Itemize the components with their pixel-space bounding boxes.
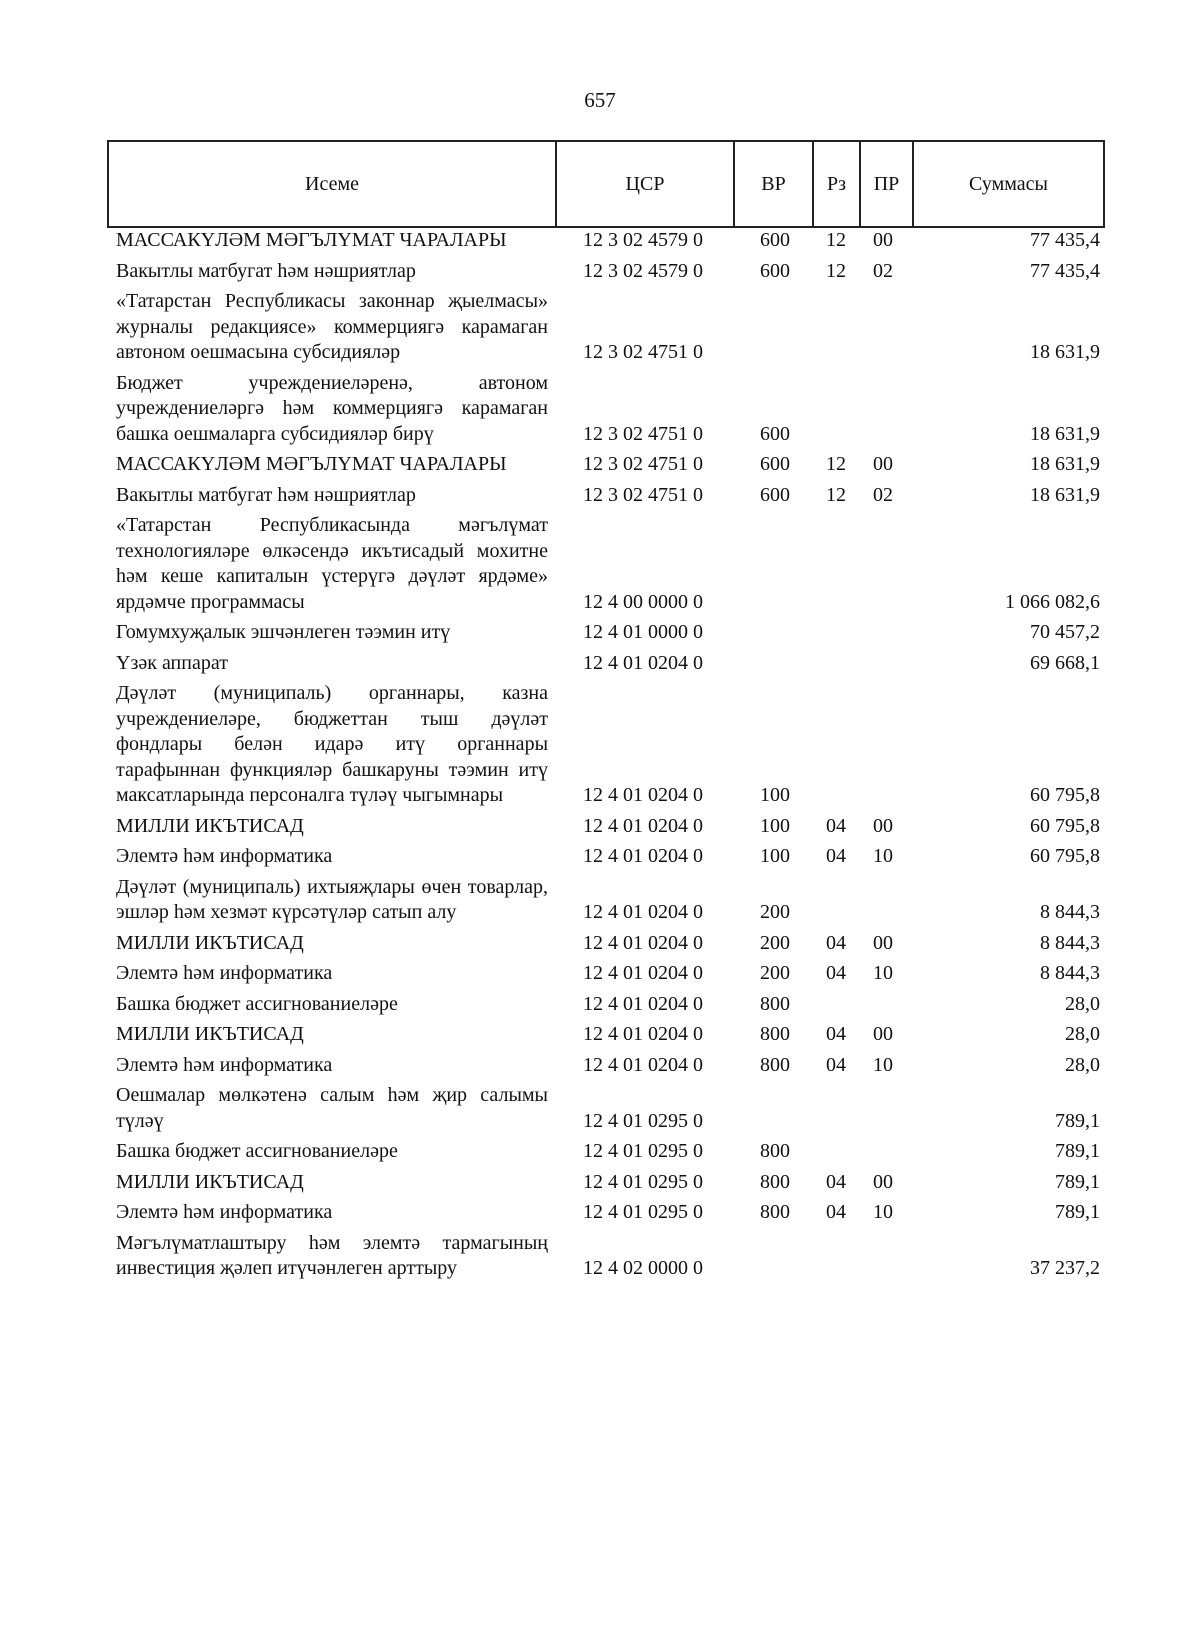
cell-csr: 12 3 02 4751 0 xyxy=(583,341,703,363)
table-row xyxy=(108,681,1104,814)
cell-pr: 00 xyxy=(873,1170,893,1193)
table-row xyxy=(108,1200,1104,1231)
table-body xyxy=(108,227,1104,1287)
cell-pr xyxy=(860,651,913,682)
cell-vr: 800 xyxy=(760,992,790,1015)
cell-name: Башка бюджет ассигнованиеләре xyxy=(116,992,398,1015)
table-row xyxy=(108,814,1104,845)
cell-pr: 00 xyxy=(873,931,893,954)
cell-sum: 77 435,4 xyxy=(1030,229,1100,251)
cell-csr: 12 4 01 0204 0 xyxy=(583,992,703,1015)
cell-name: «Татарстан Республикасы законнар җыелмасы» журналы редакциясе» коммерциягә карамаган автоном оешмасына субсидияләр xyxy=(116,290,548,363)
cell-vr: 200 xyxy=(760,901,790,923)
cell-csr: 12 4 01 0204 0 xyxy=(583,901,703,923)
cell-pr: 10 xyxy=(873,1053,893,1076)
cell-vr: 800 xyxy=(760,1053,790,1076)
table-row xyxy=(108,875,1104,931)
cell-csr: 12 3 02 4579 0 xyxy=(583,259,703,282)
table-row xyxy=(108,1083,1104,1139)
cell-name: «Татарстан Республикасында мәгълүмат технологияләре өлкәсендә икътисадый мохитне һәм кеше капиталын үстерүгә дәүләт ярдәме» ярдәмче программасы xyxy=(116,514,548,613)
cell-pr: 00 xyxy=(873,229,893,251)
cell-rz: 04 xyxy=(826,845,846,867)
cell-vr xyxy=(734,620,813,651)
cell-csr: 12 4 01 0204 0 xyxy=(583,931,703,954)
cell-vr: 600 xyxy=(760,483,790,506)
cell-name: Элемтә һәм информатика xyxy=(116,962,333,984)
cell-pr xyxy=(860,1083,913,1139)
cell-name: Башка бюджет ассигнованиеләре xyxy=(116,1140,398,1162)
table-row xyxy=(108,371,1104,453)
cell-vr: 200 xyxy=(760,931,790,954)
table-row xyxy=(108,483,1104,514)
table-row xyxy=(108,452,1104,483)
cell-pr xyxy=(860,875,913,931)
table-row xyxy=(108,651,1104,682)
cell-rz: 12 xyxy=(826,453,846,475)
cell-name: Элемтә һәм информатика xyxy=(116,1201,333,1223)
cell-name: Гомумхуҗалык эшчәнлеген тәэмин итү xyxy=(116,621,451,643)
cell-sum: 18 631,9 xyxy=(1030,483,1100,506)
cell-rz xyxy=(813,875,860,931)
cell-vr: 600 xyxy=(760,422,790,445)
table-row xyxy=(108,1139,1104,1170)
cell-vr: 100 xyxy=(760,845,790,867)
cell-pr xyxy=(860,1139,913,1170)
cell-csr: 12 3 02 4579 0 xyxy=(583,229,703,251)
cell-csr: 12 4 01 0295 0 xyxy=(583,1170,703,1193)
cell-pr xyxy=(860,371,913,453)
column-header-sum: Суммасы xyxy=(913,141,1104,227)
cell-csr: 12 4 01 0204 0 xyxy=(583,962,703,984)
cell-rz xyxy=(813,289,860,371)
cell-rz xyxy=(813,1139,860,1170)
cell-name: Элемтә һәм информатика xyxy=(116,845,333,867)
cell-rz: 04 xyxy=(826,1201,846,1223)
cell-vr: 100 xyxy=(760,814,790,837)
table-row xyxy=(108,227,1104,259)
cell-pr xyxy=(860,992,913,1023)
cell-name: МАССАКҮЛӘМ МӘГЪЛҮМАТ ЧАРАЛАРЫ xyxy=(116,229,507,251)
cell-vr xyxy=(734,289,813,371)
cell-pr: 00 xyxy=(873,814,893,837)
cell-rz xyxy=(813,513,860,620)
cell-name: Дәүләт (муниципаль) органнары, казна учреждениеләре, бюджеттан тыш дәүләт фондлары белән идарә итү органнары тарафыннан функцияләр башкаруны тәэмин итү максатларында персоналга түләү чыгымнары xyxy=(116,682,548,806)
cell-sum: 1 066 082,6 xyxy=(1005,590,1100,613)
cell-rz: 04 xyxy=(826,1023,846,1045)
cell-pr xyxy=(860,620,913,651)
cell-vr xyxy=(734,651,813,682)
cell-sum: 70 457,2 xyxy=(1030,621,1100,643)
cell-vr: 600 xyxy=(760,453,790,475)
table-row xyxy=(108,961,1104,992)
cell-name: Вакытлы матбугат һәм нәшриятлар xyxy=(116,259,416,282)
page-number: 657 xyxy=(584,88,616,112)
cell-sum: 60 795,8 xyxy=(1030,814,1100,837)
cell-rz xyxy=(813,681,860,814)
cell-name: Мәгълүматлаштыру һәм элемтә тармагының инвестиция җәлеп итүчәнлеген арттыру xyxy=(116,1231,548,1279)
cell-csr: 12 4 01 0204 0 xyxy=(583,845,703,867)
table-header-row xyxy=(108,141,1104,227)
cell-name: Элемтә һәм информатика xyxy=(116,1053,333,1076)
cell-sum: 28,0 xyxy=(1065,1053,1100,1076)
cell-sum: 77 435,4 xyxy=(1030,259,1100,282)
cell-csr: 12 4 01 0295 0 xyxy=(583,1140,703,1162)
cell-name: Бюджет учреждениеләренә, автоном учреждениеләргә һәм коммерциягә карамаган башка оешмаларга субсидияләр бирү xyxy=(116,371,548,445)
cell-rz xyxy=(813,1083,860,1139)
cell-rz: 12 xyxy=(826,483,846,506)
cell-csr: 12 3 02 4751 0 xyxy=(583,422,703,445)
cell-vr: 100 xyxy=(760,784,790,806)
cell-name: Үзәк аппарат xyxy=(116,651,228,674)
column-header-rz: Рз xyxy=(813,141,860,227)
cell-vr: 600 xyxy=(760,259,790,282)
cell-sum: 28,0 xyxy=(1065,992,1100,1015)
cell-vr: 800 xyxy=(760,1023,790,1045)
cell-sum: 28,0 xyxy=(1065,1023,1100,1045)
cell-sum: 789,1 xyxy=(1055,1109,1100,1132)
cell-vr: 800 xyxy=(760,1201,790,1223)
table-row xyxy=(108,992,1104,1023)
table-row xyxy=(108,1170,1104,1201)
cell-sum: 8 844,3 xyxy=(1040,901,1100,923)
cell-pr: 02 xyxy=(873,483,893,506)
cell-name: Оешмалар мөлкәтенә салым һәм җир салымы түләү xyxy=(116,1084,548,1132)
cell-sum: 69 668,1 xyxy=(1030,651,1100,674)
cell-csr: 12 4 01 0000 0 xyxy=(583,621,703,643)
cell-csr: 12 4 01 0204 0 xyxy=(583,1023,703,1045)
cell-csr: 12 4 00 0000 0 xyxy=(583,590,703,613)
cell-vr: 800 xyxy=(760,1140,790,1162)
cell-csr: 12 4 02 0000 0 xyxy=(583,1257,703,1279)
table-row xyxy=(108,1022,1104,1053)
cell-sum: 60 795,8 xyxy=(1030,784,1100,806)
table-row xyxy=(108,259,1104,290)
table-row xyxy=(108,513,1104,620)
cell-csr: 12 4 01 0204 0 xyxy=(583,814,703,837)
cell-sum: 8 844,3 xyxy=(1040,962,1100,984)
column-header-csr: ЦСР xyxy=(556,141,734,227)
cell-sum: 18 631,9 xyxy=(1030,453,1100,475)
cell-name: МАССАКҮЛӘМ МӘГЪЛҮМАТ ЧАРАЛАРЫ xyxy=(116,453,507,475)
cell-csr: 12 4 01 0204 0 xyxy=(583,1053,703,1076)
cell-sum: 8 844,3 xyxy=(1040,931,1100,954)
cell-sum: 37 237,2 xyxy=(1030,1257,1100,1279)
cell-rz: 04 xyxy=(826,931,846,954)
cell-csr: 12 4 01 0204 0 xyxy=(583,784,703,806)
table-row xyxy=(108,844,1104,875)
cell-name: Вакытлы матбугат һәм нәшриятлар xyxy=(116,483,416,506)
cell-csr: 12 4 01 0204 0 xyxy=(583,651,703,674)
column-header-pr: ПР xyxy=(860,141,913,227)
cell-sum: 18 631,9 xyxy=(1030,422,1100,445)
column-header-vr: ВР xyxy=(734,141,813,227)
cell-rz xyxy=(813,651,860,682)
table-row xyxy=(108,931,1104,962)
cell-name: МИЛЛИ ИКЪТИСАД xyxy=(116,1023,304,1045)
cell-rz: 04 xyxy=(826,1053,846,1076)
cell-vr xyxy=(734,1231,813,1287)
cell-name: Дәүләт (муниципаль) ихтыяҗлары өчен товарлар, эшләр һәм хезмәт күрсәтүләр сатып алу xyxy=(116,875,548,923)
cell-vr: 800 xyxy=(760,1170,790,1193)
cell-pr xyxy=(860,513,913,620)
cell-sum: 789,1 xyxy=(1055,1140,1100,1162)
cell-name: МИЛЛИ ИКЪТИСАД xyxy=(116,1170,304,1193)
cell-sum: 18 631,9 xyxy=(1030,341,1100,363)
cell-vr: 200 xyxy=(760,962,790,984)
cell-pr: 10 xyxy=(873,962,893,984)
cell-pr: 00 xyxy=(873,1023,893,1045)
table-row xyxy=(108,289,1104,371)
cell-pr xyxy=(860,1231,913,1287)
budget-table xyxy=(107,140,1105,1287)
cell-csr: 12 4 01 0295 0 xyxy=(583,1201,703,1223)
cell-vr: 600 xyxy=(760,229,790,251)
cell-csr: 12 3 02 4751 0 xyxy=(583,453,703,475)
cell-name: МИЛЛИ ИКЪТИСАД xyxy=(116,814,304,837)
cell-csr: 12 4 01 0295 0 xyxy=(583,1109,703,1132)
cell-pr: 00 xyxy=(873,453,893,475)
cell-sum: 789,1 xyxy=(1055,1201,1100,1223)
cell-vr xyxy=(734,513,813,620)
cell-name: МИЛЛИ ИКЪТИСАД xyxy=(116,931,304,954)
cell-rz: 12 xyxy=(826,229,846,251)
cell-vr xyxy=(734,1083,813,1139)
cell-pr: 10 xyxy=(873,1201,893,1223)
cell-rz xyxy=(813,1231,860,1287)
cell-pr: 02 xyxy=(873,259,893,282)
cell-rz: 04 xyxy=(826,814,846,837)
cell-csr: 12 3 02 4751 0 xyxy=(583,483,703,506)
table-row xyxy=(108,1231,1104,1287)
cell-rz: 04 xyxy=(826,1170,846,1193)
column-header-name: Исеме xyxy=(108,141,556,227)
cell-pr xyxy=(860,289,913,371)
cell-sum: 789,1 xyxy=(1055,1170,1100,1193)
cell-rz xyxy=(813,371,860,453)
cell-rz xyxy=(813,992,860,1023)
cell-pr: 10 xyxy=(873,845,893,867)
cell-rz xyxy=(813,620,860,651)
table-row xyxy=(108,620,1104,651)
cell-rz: 04 xyxy=(826,962,846,984)
cell-sum: 60 795,8 xyxy=(1030,845,1100,867)
cell-pr xyxy=(860,681,913,814)
table-row xyxy=(108,1053,1104,1084)
cell-rz: 12 xyxy=(826,259,846,282)
